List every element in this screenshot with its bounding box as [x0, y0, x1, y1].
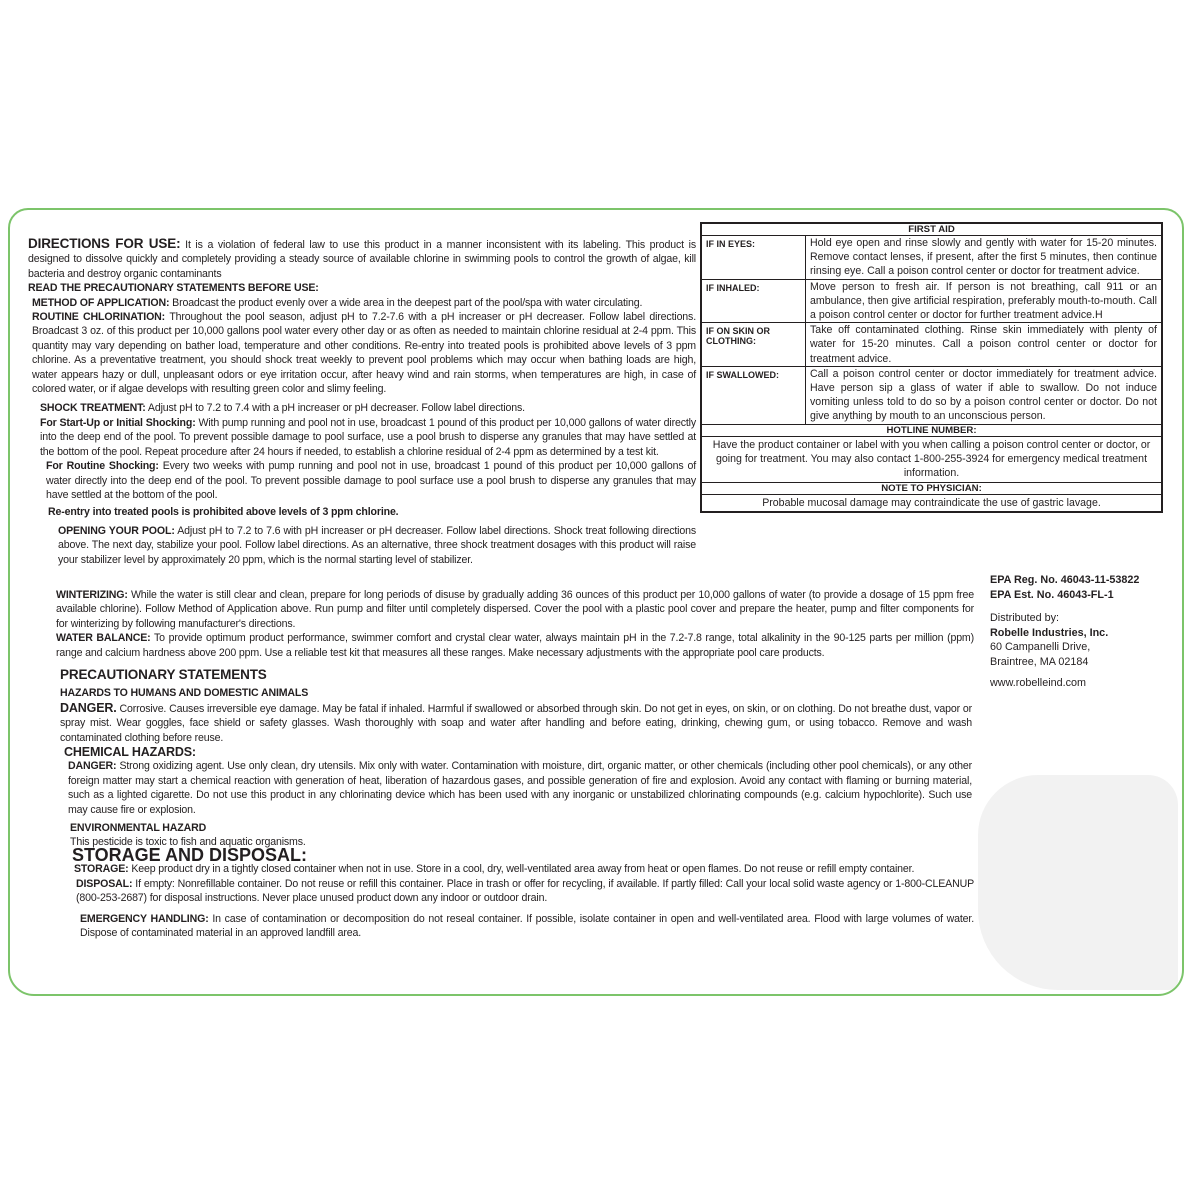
- first-aid-row-eyes: [702, 236, 1161, 280]
- first-aid-row-inhaled: [702, 280, 1161, 324]
- routine-shock-label: For Routine Shocking:: [46, 460, 159, 473]
- danger-text: Corrosive. Causes irreversible eye damage. May be fatal if inhaled. Harmful if swallowed or absorbed through skin. Do not get in eyes, on skin, or on clothing. Do not breathe dust, vapor or spray mist. Wear goggles, face shield or safety glasses. Wash thoroughly with soap and water after handling and before eating, drinking, chewing gum, or using tobacco. Remove and wash contaminated clothing before reuse.: [60, 702, 972, 744]
- directions-heading: DIRECTIONS FOR USE:: [28, 236, 181, 251]
- environmental-heading: ENVIRONMENTAL HAZARD: [70, 822, 207, 835]
- chemical-danger-text: Strong oxidizing agent. Use only clean, dry utensils. Mix only with water. Contamination with moisture, dirt, organic matter, or other chemicals (including other pool chemicals), or any other foreign matter may start a chemical reaction with generation of heat, liberation of hazardous gases, and possible generation of fire and explosion. Avoid any contact with flaming or burning material, such as a lighted cigarette. Do not use this product in any chlorinating device which has been used with any inorganic or unstabilized chlorinating compounds (e.g. calcium hypochlorite). Such use may cause fire or explosion.: [68, 760, 972, 816]
- first-aid-text: Move person to fresh air. If person is not breathing, call 911 or an ambulance, then give artificial respiration, preferably mouth-to-mouth. Call a poison control center or doctor for further treatment advice.H: [810, 280, 1157, 322]
- precautionary-section: [60, 668, 972, 850]
- chemical-heading: CHEMICAL HAZARDS:: [64, 745, 196, 760]
- physician-text: Probable mucosal damage may contraindicate the use of gastric lavage.: [762, 496, 1101, 509]
- read-precautions: READ THE PRECAUTIONARY STATEMENTS BEFORE USE:: [28, 282, 319, 295]
- reentry-warning: Re-entry into treated pools is prohibited above levels of 3 ppm chlorine.: [48, 506, 399, 519]
- directions-section: [28, 237, 696, 567]
- website: www.robelleind.com: [990, 676, 1087, 689]
- registration-block: [990, 573, 1139, 690]
- label-window-blob: [978, 775, 1178, 990]
- first-aid-label: IF ON SKIN OR CLOTHING:: [702, 323, 806, 366]
- first-aid-text: Call a poison control center or doctor immediately for treatment advice. Have person sip a glass of water if able to swallow. Do not induce vomiting unless told to do so by a poison control center or doctor. Do not give anything by mouth to an unconscious person.: [810, 367, 1157, 423]
- address-line-2: Braintree, MA 02184: [990, 655, 1089, 668]
- company-name: Robelle Industries, Inc.: [990, 626, 1109, 639]
- winter-balance-section: [56, 588, 974, 660]
- emergency-label: EMERGENCY HANDLING:: [80, 912, 209, 925]
- hotline-title: HOTLINE NUMBER:: [702, 425, 1161, 437]
- first-aid-title: FIRST AID: [702, 224, 1161, 236]
- chemical-danger-label: DANGER:: [68, 760, 117, 773]
- environmental-text: This pesticide is toxic to fish and aquatic organisms.: [70, 836, 306, 849]
- first-aid-table: [700, 222, 1163, 513]
- first-aid-text: Take off contaminated clothing. Rinse skin immediately with plenty of water for 15-20 minutes. Call a poison control center or doctor for treatment advice.: [810, 324, 1157, 365]
- opening-label: OPENING YOUR POOL:: [58, 524, 175, 537]
- first-aid-row-skin: [702, 323, 1161, 367]
- storage-label: STORAGE:: [74, 863, 129, 876]
- shock-text: Adjust pH to 7.2 to 7.4 with a pH increaser or pH decreaser. Follow label directions.: [147, 402, 525, 415]
- startup-label: For Start-Up or Initial Shocking:: [40, 416, 196, 429]
- distributed-by: Distributed by:: [990, 612, 1060, 625]
- directions-intro: It is a violation of federal law to use this product in a manner inconsistent with its labeling. This product is designed to dissolve quickly and completely providing a steady source of available chlorine in swimming pools to control the growth of algae, kill bacteria and destroy organic contaminants: [28, 239, 697, 280]
- disposal-label: DISPOSAL:: [76, 877, 133, 890]
- method-text: Broadcast the product evenly over a wide area in the deepest part of the pool/spa with water circulating.: [172, 296, 643, 309]
- physician-title: NOTE TO PHYSICIAN:: [702, 483, 1161, 495]
- storage-heading: STORAGE AND DISPOSAL:: [72, 845, 308, 865]
- first-aid-label: IF IN EYES:: [702, 236, 806, 279]
- first-aid-row-swallowed: [702, 367, 1161, 425]
- winter-label: WINTERIZING:: [56, 589, 128, 601]
- epa-est-number: EPA Est. No. 46043-FL-1: [990, 588, 1114, 601]
- address-line-1: 60 Campanelli Drive,: [990, 641, 1091, 654]
- routine-shock-text: Every two weeks with pump running and pool not in use, broadcast 1 pound of this product per 10,000 gallons of water directly into the deep end of the pool. To prevent possible damage to pool surface use a pool brush to disperse any granules that may have settled at the bottom of the pool.: [46, 460, 696, 501]
- hazards-heading: HAZARDS TO HUMANS AND DOMESTIC ANIMALS: [60, 687, 309, 700]
- opening-text: Adjust pH to 7.2 to 7.6 with pH increaser or pH decreaser. Follow label directions. Shock treat following directions above. The next day, stabilize your pool. Follow label directions. As an alternative, three shock treatment dosages with this product will raise your stabilizer level by approximately 20 ppm, which is the normal starting level of stabilizer.: [58, 524, 696, 566]
- storage-text: Keep product dry in a tightly closed container when not in use. Store in a cool, dry, well-ventilated area away from heat or open flames. Do not reuse or refill empty container.: [131, 863, 915, 876]
- routine-text: Throughout the pool season, adjust pH to 7.2-7.6 with a pH increaser or pH decreaser. Follow label directions. Broadcast 3 oz. of this product per 10,000 gallons pool water every other day or as often as needed to maintain chlorine residual at 2-4 ppm. This quantity may vary depending on bather load, temperature and other conditions. Re-entry into treated pools is prohibited above levels of 3 ppm chlorine. As a preventative treatment, you should shock treat weekly to prevent pool problems which may occur when bathing loads are high, water appears hazy or dull, unpleasant odors or eye irritation occur, after heavy wind and rain storms, when temperatures are high, in case of colored water, or if algae develops with resulting green color and slimy feeling.: [32, 311, 696, 396]
- precautionary-heading: PRECAUTIONARY STATEMENTS: [60, 667, 267, 682]
- routine-label: ROUTINE CHLORINATION:: [32, 311, 166, 324]
- storage-section: [72, 845, 975, 940]
- emergency-text: In case of contamination or decomposition do not reseal container. If possible, isolate container in open and well-ventilated area. Flood with large volumes of water. Dispose of contaminated material in an approved landfill area.: [80, 912, 974, 940]
- startup-text: With pump running and pool not in use, broadcast 1 pound of this product per 10,000 gallons of water directly into the deep end of the pool. To prevent possible damage to pool surface, use a pool brush to disperse any granules that may have settled at the bottom of the pool. Repeat procedure after 24 hours if needed, to establish a chlorine residual of 2-4 ppm as determined by a test kit.: [40, 416, 696, 458]
- first-aid-label: IF SWALLOWED:: [702, 367, 806, 424]
- balance-text: To provide optimum product performance, swimmer comfort and crystal clear water, always maintain pH in the 7.2-7.8 range, total alkalinity in the 90-125 parts per million (ppm) range and calcium hardness above 200 ppm. Use a reliable test kit that measures all these ranges. Make necessary adjustments with the appropriate pool care products.: [56, 632, 974, 659]
- method-label: METHOD OF APPLICATION:: [32, 296, 170, 309]
- hotline-text: Have the product container or label with you when calling a poison control center or doctor, or going for treatment. You may also contact 1-800-255-3924 for emergency medical treatment information.: [702, 437, 1161, 483]
- danger-label: DANGER.: [60, 700, 117, 715]
- first-aid-label: IF INHALED:: [702, 280, 806, 323]
- first-aid-text: Hold eye open and rinse slowly and gently with water for 15-20 minutes. Remove contact lenses, if present, after the first 5 minutes, then continue rinsing eye. Call a poison control center or doctor for treatment advice.: [810, 237, 1157, 278]
- balance-label: WATER BALANCE:: [56, 632, 151, 645]
- shock-label: SHOCK TREATMENT:: [40, 402, 146, 415]
- winter-text: While the water is still clear and clean, prepare for long periods of disuse by gradually adding 36 ounces of this product per 10,000 gallons of water (to provide a dosage of 15 ppm free available chlorine). Follow Method of Application above. Run pump and filter until completely dispersed. Cover the pool with a plastic pool cover and prepare the heater, pump and filter components for for winterizing by following manufacturer's directions.: [56, 589, 974, 630]
- product-label: [8, 208, 1184, 996]
- disposal-text: If empty: Nonrefillable container. Do not reuse or refill this container. Place in trash or offer for recycling, if available. If partly filled: Call your local solid waste agency or 1-800-CLEANUP (800-253-2687) for disposal instructions. Never place unused product down any indoor or outdoor drain.: [76, 877, 975, 905]
- epa-reg-number: EPA Reg. No. 46043-11-53822: [990, 574, 1140, 586]
